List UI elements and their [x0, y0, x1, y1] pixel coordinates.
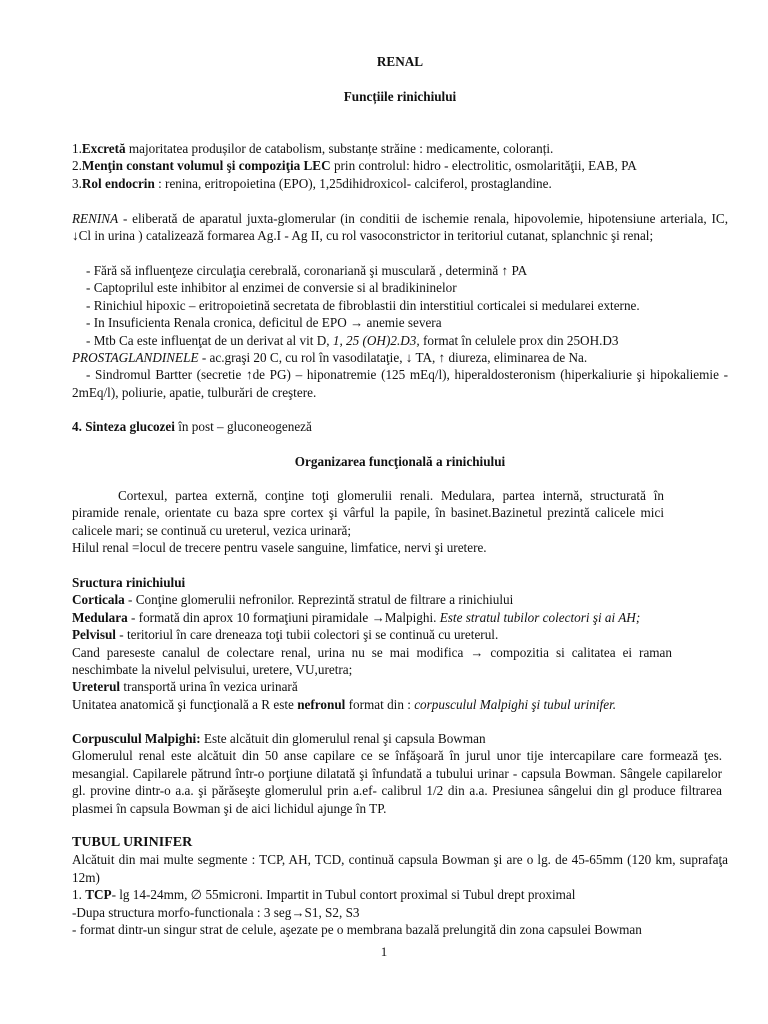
- medulara-line: Medulara - formată din aprox 10 formaţiuni piramidale →Malpighi. Este stratul tubilor colectori şi ai AH;: [72, 609, 641, 625]
- tubul-paragraph: Alcătuit din mai multe segmente : TCP, AH, TCD, continuă capsula Bowman şi are o lg. de 45-65mm (120 km, suprafaţa 12m): [72, 852, 728, 885]
- renina-points: [72, 262, 728, 401]
- format-line: - format dintr-un singur strat de celule, aşezate pe o membrana bazală prelungită din zona capsulei Bowman: [72, 922, 642, 938]
- tcp-line: 1. TCP- lg 14-24mm, ∅ 55microni. Impartit in Tubul contort proximal si Tubul drept proximal: [72, 887, 576, 903]
- list-item: - Rinichiul hipoxic – eritropoietină secretata de fibroblastii din interstitiul corticalei si medularei externe.: [86, 297, 640, 313]
- list-item: - Fără să influenţeze circulaţia cerebrală, coronariană şi musculară , determină ↑ PA: [86, 263, 528, 278]
- function-item: 1.Excretă majoritatea produșilor de catabolism, substanțe străine : medicamente, coloranți.: [72, 141, 554, 156]
- structura-section: [72, 574, 728, 713]
- pelvisul-line: Pelvisul - teritoriul în care dreneaza toţi tubii colectori şi se continuă cu ureterul.: [72, 627, 499, 643]
- prostaglandine-line: PROSTAGLANDINELE - ac.graşi 20 C, cu rol în vasodilataţie, ↓ TA, ↑ diureza, eliminarea de Na.: [72, 350, 588, 366]
- section-heading: TUBUL URINIFER: [72, 835, 193, 850]
- page-title: RENAL: [376, 54, 424, 69]
- ureterul-line: Ureterul transportă urina în vezica urinară: [72, 679, 298, 695]
- list-item: - Mtb Ca este influenţat de un derivat al vit D, 1, 25 (OH)2.D3, format în celulele prox din 25OH.D3: [86, 332, 619, 348]
- dupa-line: -Dupa structura morfo-functionala : 3 seg→S1, S2, S3: [72, 904, 360, 920]
- hilul-line: Hilul renal =locul de trecere pentru vasele sanguine, limfatice, nervi şi uretere.: [72, 540, 487, 555]
- unitatea-line: Unitatea anatomică şi funcţională a R este nefronul format din : corpusculul Malpighi şi tubul urinifer.: [72, 696, 617, 712]
- sinteza-line: 4. Sinteza glucozei în post – gluconeogeneză: [72, 419, 312, 434]
- corpusculul-section: [72, 730, 728, 817]
- corpusculul-line: Corpusculul Malpighi: Este alcătuit din glomerulul renal şi capsula Bowman: [72, 731, 486, 746]
- section-title-organizare: Organizarea funcţională a rinichiului: [294, 454, 506, 469]
- organizare-paragraph: Cortexul, partea externă, conţine toţi glomerulii renali. Medulara, partea internă, structurată în piramide renale, orientate cu baza spre cortex şi vârful la papile, în basinet.Bazinetul prezintă calicele mici calicele mari; se continuă cu ureterul, vezica urinară;: [72, 488, 664, 538]
- tubul-section: [72, 834, 728, 938]
- corticala-line: Corticala - Conţine glomerulii nefronilor. Reprezintă stratul de filtrare a rinichiului: [72, 592, 514, 608]
- list-item: - In Insuficienta Renala cronica, deficitul de EPO → anemie severa: [86, 315, 442, 331]
- functions-list: [72, 140, 728, 192]
- function-item: 3.Rol endocrin : renina, eritropoietina (EPO), 1,25dihidroxicol- calciferol, prostaglandine.: [72, 175, 552, 191]
- cand-paragraph: Cand pareseste canalul de colectare renal, urina nu se mai modifica → compozitia si calitatea ei raman neschimbate la nivelul pelvisului, uretere, VU,uretra;: [72, 644, 672, 678]
- page-number: 1: [380, 944, 388, 959]
- section-heading: Sructura rinichiului: [72, 575, 186, 590]
- list-item: - Captoprilul este inhibitor al enzimei de conversie si al bradikininelor: [86, 280, 457, 296]
- renina-paragraph: RENINA - eliberată de aparatul juxta-glomerular (in conditii de ischemie renala, hipovolemie, hipotensiune arteriala, IC, ↓Cl in urina ) catalizează formarea Ag.I - Ag II, cu rol vasoconstrictor in teritoriul cutanat, splanchnic şi renal;: [72, 211, 728, 244]
- function-item: 2.Menţin constant volumul şi compoziţia LEC prin controlul: hidro - electrolitic, osmolarităţii, EAB, PA: [72, 158, 637, 174]
- glomerul-paragraph: Glomerulul renal este alcătuit din 50 anse capilare ce se înfăşoară în jurul unor tije intercapilare care formează ţes. mesangial. Capilarele pătrund într-o porţiune dilatată şi înfundată a tubului urinar - capsula Bowman. Sângele capilarelor gl. provine dintr-o a.a. şi părăseşte glomerulul prin a.ef- calibrul 1/2 din a.a. Presiunea sângelui din gl produce filtrarea plasmei în capsula Bowman şi de aici lichidul ajunge în TP.: [72, 748, 722, 816]
- bartter-paragraph: - Sindromul Bartter (secretie ↑de PG) – hiponatremie (125 mEq/l), hiperaldosteronism (hiperkaliurie şi hipokaliemie - 2mEq/l), poliurie, apatie, tulburări de creştere.: [72, 367, 728, 400]
- section-title-functions: Funcțiile rinichiului: [343, 89, 457, 104]
